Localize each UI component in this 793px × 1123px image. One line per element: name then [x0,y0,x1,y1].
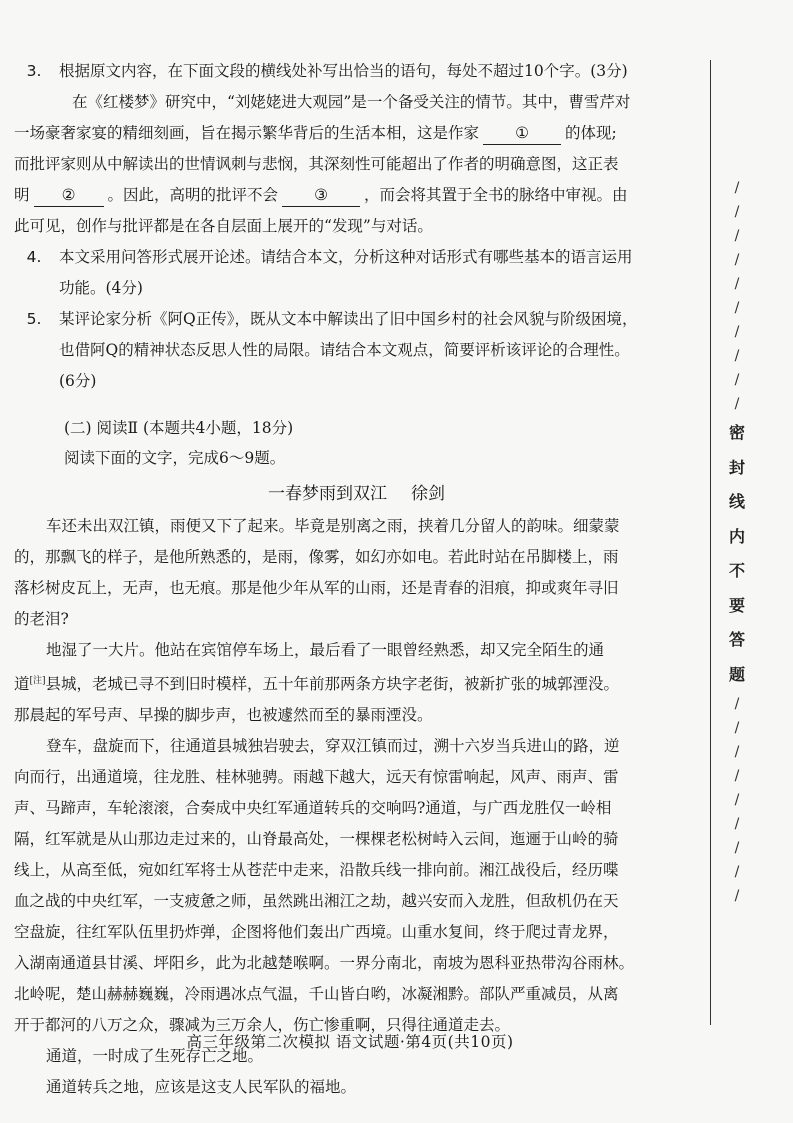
question-number: 3. [26,62,42,80]
q3-passage-line: 此可见，创作与批评都是在各自层面上展开的“发现”与对话。 [14,217,433,235]
q3-passage-line: 而批评家则从中解读出的世情讽刺与悲悯，其深刻性可能超出了作者的明确意图，这正表 [14,155,619,173]
seal-dash: / [734,180,740,196]
seal-char: 题 [728,664,745,684]
article-title-line [14,477,699,511]
q3-passage-line: 明 ② 。因此，高明的批评不会 ③ ，而会将其置于全书的脉络中审视。由 [14,180,699,211]
note-mark: [注] [29,676,46,686]
article-line: 的老泪? [14,610,69,628]
question-line: 也借阿Q的精神状态反思人性的局限。请结合本文观点，简要评析该评论的合理性。 [59,341,630,359]
question-line: 某评论家分析《阿Q正传》，既从文本中解读出了旧中国乡村的社会风貌与阶级困境， [59,310,638,328]
page-footer: 高三年级第二次模拟 语文试题·第4页(共10页) [186,1033,514,1051]
article-line: 的，那飘飞的样子，是他所熟悉的，是雨，像雾，如幻亦如电。若此时站在吊脚楼上，雨 [14,548,619,566]
article-author: 徐剑 [411,484,445,504]
article-line: 北岭呢，楚山赫赫巍巍，冷雨遇冰点气温，千山皆白哟，冰凝湘黔。部队严重减员，从离 [14,985,619,1004]
q3-passage-line: 一场豪奢家宴的精细刻画，旨在揭示繁华背后的生活本相，这是作家 ① 的体现; [14,118,699,149]
question-stem: 根据原文内容，在下面文段的横线处补写出恰当的语句，每处不超过10个字。(3分) [59,62,628,80]
seal-char: 密 [728,423,745,442]
article-line: 地湿了一大片。他站在宾馆停车场上，最后看了一眼曾经熟悉，却又完全陌生的通 [46,641,605,659]
seal-strip [725,176,749,908]
main-content [14,56,699,1103]
seal-dash: / [734,792,740,808]
article-line: 那晨起的军号声、早操的脚步声，也被遽然而至的暴雨湮没。 [14,706,433,725]
question-4 [14,242,699,304]
article-line: 通道转兵之地，应该是这支人民军队的福地。 [46,1078,357,1097]
seal-dash: / [734,864,740,880]
article-line: 登车，盘旋而下，往通道县城独岩驶去，穿双江镇而过，溯十六岁当兵进山的路，逆 [46,737,620,756]
seal-line [710,60,711,1025]
article-line: 血之战的中央红军，一支疲惫之师，虽然跳出湘江之劫，越兴安而入龙胜，但敌机仍在天 [14,892,619,911]
seal-dash: / [734,300,740,316]
seal-dash: / [734,348,740,364]
seal-char: 内 [728,526,745,546]
seal-dash: / [734,372,740,388]
seal-dash: / [734,720,740,736]
question-line: (6分) [59,372,97,390]
seal-dash: / [734,396,740,412]
seal-dash: / [734,744,740,760]
seal-char: 答 [728,630,745,649]
section-heading: (二) 阅读Ⅱ (本题共4小题，18分) [64,419,294,437]
question-number: 5. [26,310,42,328]
seal-dash: / [734,696,740,712]
article-line: 开于都河的八万之众，骤减为三万余人，伤亡惨重啊，只得往通道走去。 [14,1016,511,1035]
blank-3: ③ [282,184,360,207]
seal-char: 不 [728,561,745,580]
seal-char: 线 [728,492,745,511]
article-body [14,511,699,1103]
article-line: 空盘旋，往红军队伍里扔炸弹，企图将他们轰出广西境。山重水复间，终于爬过青龙界， [14,923,619,942]
section-instruction: 阅读下面的文字，完成6～9题。 [64,449,286,467]
seal-dash: / [734,324,740,340]
q3-passage-line: 在《红楼梦》研究中，“刘姥姥进大观园”是一个备受关注的情节。其中，曹雪芹对 [72,93,631,111]
seal-dash: / [734,888,740,904]
question-3 [14,56,699,87]
seal-dash: / [734,816,740,832]
seal-char: 要 [728,595,745,615]
article-line: 向而行，出通道境，往龙胜、桂林驰骋。雨越下越大，远天有惊雷响起，风声、雨声、雷 [14,768,619,787]
article-line: 通道，一时成了生死存亡之地。 [46,1047,264,1066]
seal-dash: / [734,228,740,244]
blank-1: ① [483,122,561,145]
seal-dash: / [734,204,740,220]
blank-2: ② [34,184,104,207]
question-number: 4. [26,248,42,266]
article-line: 入湖南通道县甘溪、坪阳乡，此为北越楚喉啊。一界分南北，南坡为恩科亚热带沟谷雨林。 [14,954,635,973]
article-line: 隔，红军就是从山那边走过来的，山脊最高处，一棵棵老松树峙入云间，迤逦于山岭的骑 [14,830,619,849]
article-line: 线上，从高至低，宛如红军将士从苍茫中走来，沿散兵线一排向前。湘江战役后，经历喋 [14,861,619,880]
seal-dash: / [734,252,740,268]
article-line: 道[注]县城，老城已寻不到旧时模样，五十年前那两条方块字老街，被新扩张的城郭湮没。 [14,675,620,694]
article-line: 落杉树皮瓦上，无声，也无痕。那是他少年从军的山雨，还是青春的泪痕，抑或爽年寻旧 [14,579,619,597]
article-line: 声、马蹄声，车轮滚滚，合奏成中央红军通道转兵的交响吗?通道，与广西龙胜仅一岭相 [14,799,612,818]
seal-dash: / [734,768,740,784]
article-line: 车还未出双江镇，雨便又下了起来。毕竟是别离之雨，挟着几分留人的韵味。细蒙蒙 [46,517,620,535]
seal-dash: / [734,840,740,856]
seal-char: 封 [728,457,745,477]
question-line: 本文采用问答形式展开论述。请结合本文，分析这种对话形式有哪些基本的语言运用 [59,248,633,266]
question-line: 功能。(4分) [59,279,143,297]
seal-dash: / [734,276,740,292]
article-title: 一春梦雨到双江 [268,484,387,504]
question-5 [14,304,699,397]
